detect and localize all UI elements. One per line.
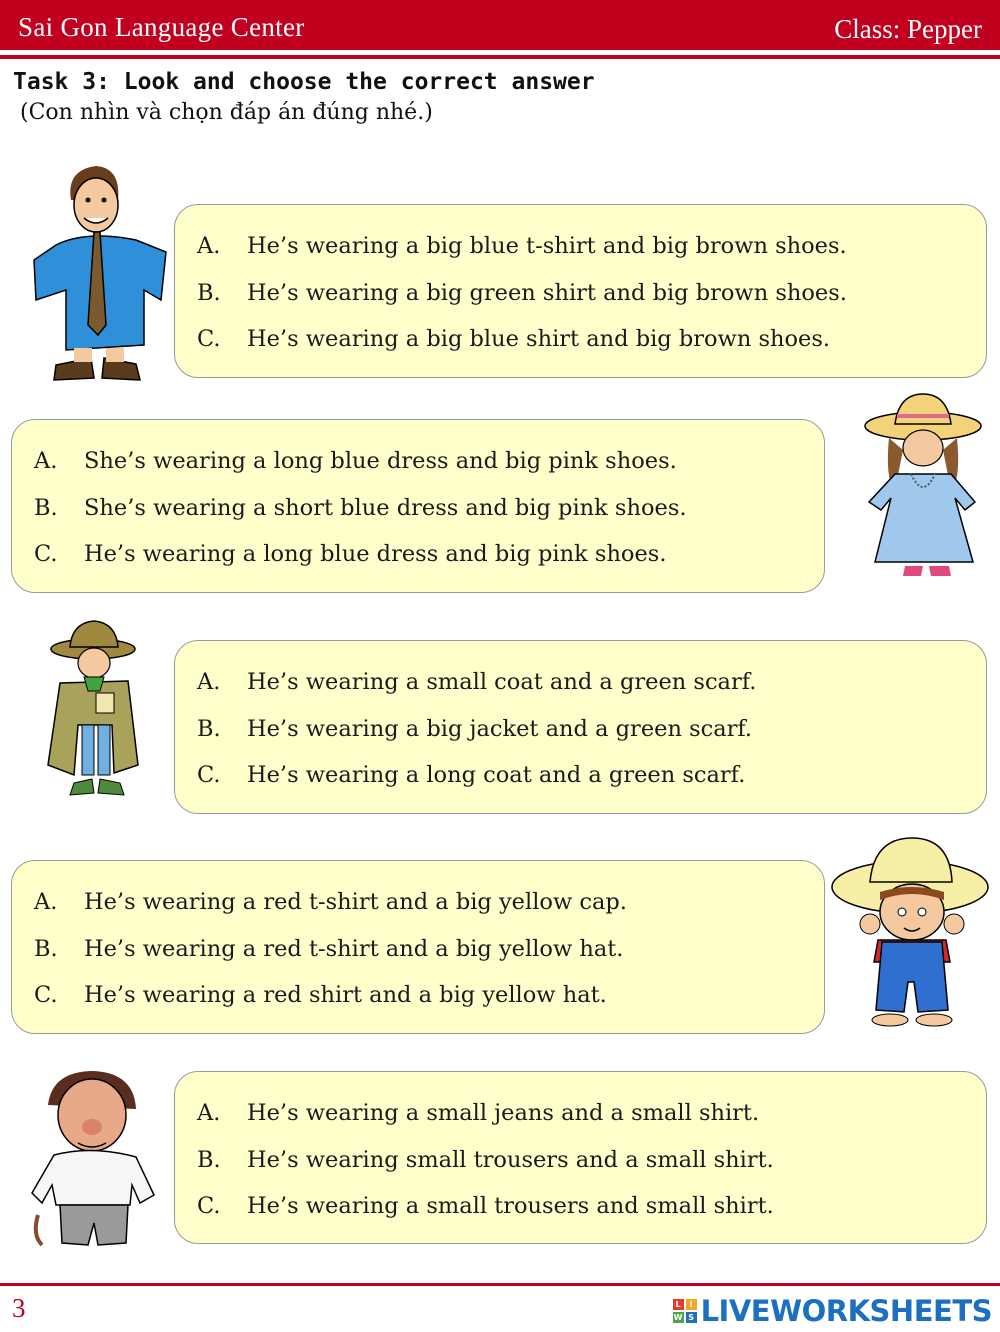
option-b[interactable] <box>34 926 824 973</box>
option-letter: A. <box>197 233 221 260</box>
option-a[interactable] <box>197 659 986 706</box>
option-letter: C. <box>34 541 58 568</box>
option-b[interactable] <box>197 706 986 753</box>
option-letter: C. <box>34 982 58 1009</box>
option-text: He’s wearing a big green shirt and big brown shoes. <box>247 279 847 306</box>
option-text: He’s wearing a big jacket and a green scarf. <box>247 715 753 742</box>
option-letter: B. <box>34 935 58 962</box>
option-letter: B. <box>197 715 221 742</box>
option-text: He’s wearing a big blue shirt and big brown shoes. <box>247 326 831 353</box>
option-letter: B. <box>197 1146 221 1173</box>
option-letter: A. <box>197 1100 221 1127</box>
option-text: He’s wearing a big blue t-shirt and big brown shoes. <box>247 233 847 260</box>
option-text: He’s wearing small trousers and a small shirt. <box>247 1146 774 1173</box>
girl-in-long-blue-dress-picture <box>855 390 985 580</box>
question-3-options <box>174 640 987 814</box>
task-subtitle: (Con nhìn và chọn đáp án đúng nhé.) <box>20 100 433 125</box>
option-a[interactable] <box>34 438 824 485</box>
footer-divider <box>0 1283 1000 1286</box>
boy-in-long-coat-picture <box>38 615 148 810</box>
option-text: She’s wearing a short blue dress and big pink shoes. <box>84 494 687 521</box>
option-letter: A. <box>34 448 58 475</box>
man-in-small-clothes-picture <box>28 1065 163 1250</box>
option-b[interactable] <box>197 1137 986 1184</box>
option-letter: C. <box>197 762 221 789</box>
option-c[interactable] <box>197 752 986 799</box>
option-text: He’s wearing a red shirt and a big yellow hat. <box>84 982 607 1009</box>
class-name: Class: Pepper <box>834 14 982 44</box>
option-text: He’s wearing a small jeans and a small shirt. <box>247 1100 760 1127</box>
logo-squares-icon: L I W S <box>673 1299 697 1323</box>
option-a[interactable] <box>197 223 986 270</box>
option-letter: A. <box>34 889 58 916</box>
option-text: He’s wearing a long blue dress and big pink shoes. <box>84 541 667 568</box>
question-2-options <box>11 419 825 593</box>
question-4-options <box>11 860 825 1034</box>
option-c[interactable] <box>34 972 824 1019</box>
option-b[interactable] <box>34 485 824 532</box>
option-c[interactable] <box>197 1183 986 1230</box>
option-letter: B. <box>34 494 58 521</box>
page-number: 3 <box>12 1293 26 1323</box>
option-c[interactable] <box>197 316 986 363</box>
option-text: He’s wearing a red t-shirt and a big yellow cap. <box>84 889 627 916</box>
option-b[interactable] <box>197 270 986 317</box>
option-letter: C. <box>197 326 221 353</box>
option-c[interactable] <box>34 531 824 578</box>
center-name: Sai Gon Language Center <box>18 12 305 42</box>
option-letter: C. <box>197 1193 221 1220</box>
question-5-options <box>174 1071 987 1244</box>
header-divider <box>0 55 1000 59</box>
option-text: He’s wearing a long coat and a green scarf. <box>247 762 746 789</box>
option-text: He’s wearing a small coat and a green scarf. <box>247 669 757 696</box>
task-title: Task 3: Look and choose the correct answer <box>13 69 595 95</box>
option-text: He’s wearing a small trousers and small shirt. <box>247 1193 774 1220</box>
option-text: She’s wearing a long blue dress and big pink shoes. <box>84 448 677 475</box>
option-letter: B. <box>197 279 221 306</box>
option-letter: A. <box>197 669 221 696</box>
option-a[interactable] <box>197 1090 986 1137</box>
question-1-options <box>174 204 987 378</box>
boy-in-big-blue-shirt-picture <box>26 160 171 385</box>
brand-name: LIVEWORKSHEETS <box>700 1294 992 1328</box>
liveworksheets-logo[interactable] <box>673 1294 992 1328</box>
header-bar <box>0 0 1000 50</box>
option-text: He’s wearing a red t-shirt and a big yellow hat. <box>84 935 624 962</box>
boy-in-yellow-hat-picture <box>830 832 995 1032</box>
option-a[interactable] <box>34 879 824 926</box>
